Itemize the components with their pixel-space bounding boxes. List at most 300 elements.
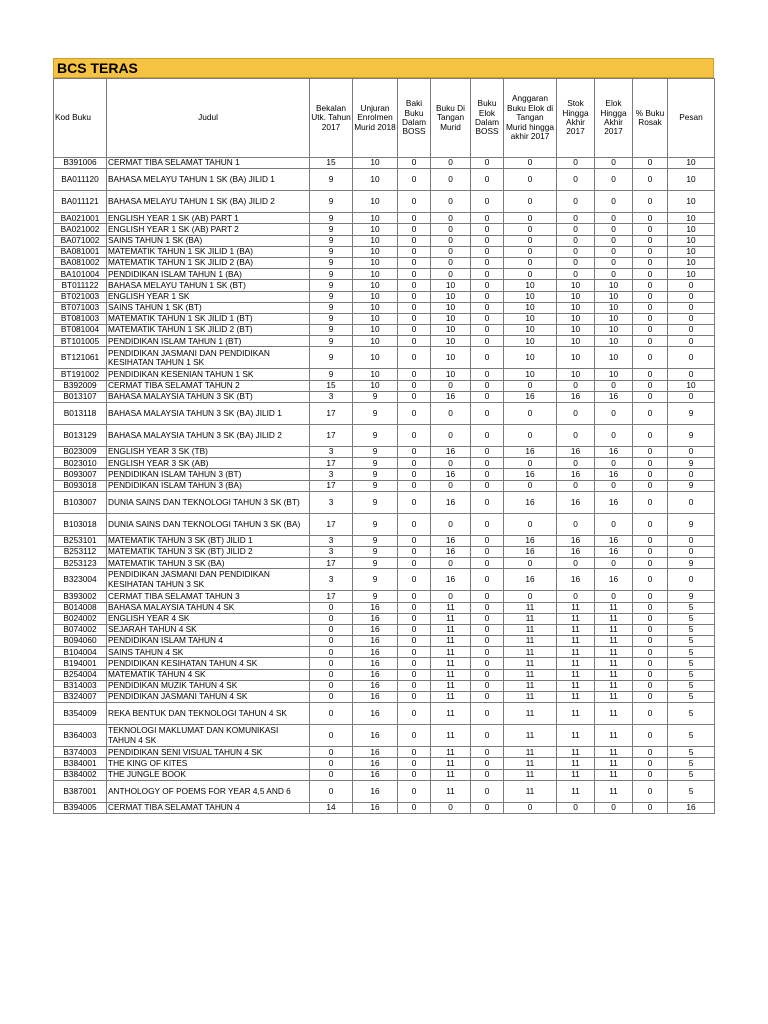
header-judul: Judul	[107, 79, 310, 158]
cell-baki: 0	[398, 302, 431, 313]
cell-anggaran: 0	[504, 224, 557, 235]
cell-elok: 10	[595, 291, 633, 302]
cell-rosak: 0	[633, 425, 668, 447]
cell-baki: 0	[398, 224, 431, 235]
cell-rosak: 0	[633, 591, 668, 602]
cell-pesan: 10	[668, 257, 715, 268]
cell-unjuran: 16	[353, 802, 398, 813]
cell-unjuran: 10	[353, 257, 398, 268]
cell-bekalan: 0	[310, 613, 353, 624]
cell-unjuran: 16	[353, 647, 398, 658]
cell-rosak: 0	[633, 269, 668, 280]
cell-elok-boss: 0	[471, 591, 504, 602]
cell-unjuran: 16	[353, 758, 398, 769]
cell-elok: 11	[595, 613, 633, 624]
cell-bekalan: 3	[310, 569, 353, 591]
cell-bekalan: 9	[310, 257, 353, 268]
cell-rosak: 0	[633, 235, 668, 246]
cell-judul: CERMAT TIBA SELAMAT TAHUN 1	[107, 158, 310, 169]
cell-di-tangan: 10	[431, 347, 471, 369]
cell-elok: 11	[595, 647, 633, 658]
table-row	[54, 769, 715, 780]
table-row	[54, 725, 715, 747]
cell-bekalan: 0	[310, 680, 353, 691]
cell-rosak: 0	[633, 224, 668, 235]
cell-anggaran: 0	[504, 246, 557, 257]
cell-di-tangan: 10	[431, 302, 471, 313]
cell-rosak: 0	[633, 302, 668, 313]
cell-rosak: 0	[633, 546, 668, 557]
cell-kod-buku: BA071002	[54, 235, 107, 246]
cell-elok-boss: 0	[471, 347, 504, 369]
cell-elok: 11	[595, 703, 633, 725]
cell-elok: 16	[595, 391, 633, 402]
cell-baki: 0	[398, 425, 431, 447]
cell-elok-boss: 0	[471, 680, 504, 691]
cell-elok-boss: 0	[471, 325, 504, 336]
cell-anggaran: 0	[504, 591, 557, 602]
cell-baki: 0	[398, 636, 431, 647]
cell-rosak: 0	[633, 480, 668, 491]
cell-rosak: 0	[633, 246, 668, 257]
table-row	[54, 169, 715, 191]
cell-elok-boss: 0	[471, 291, 504, 302]
cell-kod-buku: B391006	[54, 158, 107, 169]
cell-judul: BAHASA MALAYSIA TAHUN 3 SK (BA) JILID 2	[107, 425, 310, 447]
cell-judul: PENDIDIKAN SENI VISUAL TAHUN 4 SK	[107, 747, 310, 758]
table-row	[54, 291, 715, 302]
cell-stok: 0	[557, 513, 595, 535]
cell-kod-buku: B253101	[54, 535, 107, 546]
header-baki: Baki Buku Dalam BOSS	[398, 79, 431, 158]
cell-unjuran: 16	[353, 725, 398, 747]
cell-baki: 0	[398, 280, 431, 291]
cell-baki: 0	[398, 591, 431, 602]
cell-baki: 0	[398, 669, 431, 680]
cell-rosak: 0	[633, 336, 668, 347]
cell-judul: ENGLISH YEAR 3 SK (TB)	[107, 447, 310, 458]
cell-bekalan: 17	[310, 513, 353, 535]
cell-rosak: 0	[633, 535, 668, 546]
cell-pesan: 0	[668, 291, 715, 302]
cell-elok: 0	[595, 235, 633, 246]
cell-bekalan: 9	[310, 169, 353, 191]
header-elok: Elok Hingga Akhir 2017	[595, 79, 633, 158]
cell-judul: PENDIDIKAN JASMANI TAHUN 4 SK	[107, 692, 310, 703]
cell-elok-boss: 0	[471, 380, 504, 391]
cell-bekalan: 0	[310, 658, 353, 669]
cell-pesan: 9	[668, 591, 715, 602]
cell-baki: 0	[398, 380, 431, 391]
cell-kod-buku: B093007	[54, 469, 107, 480]
cell-pesan: 5	[668, 725, 715, 747]
cell-pesan: 5	[668, 669, 715, 680]
cell-pesan: 9	[668, 558, 715, 569]
cell-di-tangan: 16	[431, 491, 471, 513]
cell-di-tangan: 10	[431, 336, 471, 347]
cell-rosak: 0	[633, 169, 668, 191]
cell-kod-buku: B374003	[54, 747, 107, 758]
cell-elok: 0	[595, 480, 633, 491]
cell-anggaran: 11	[504, 624, 557, 635]
cell-stok: 0	[557, 591, 595, 602]
cell-kod-buku: B074002	[54, 624, 107, 635]
cell-rosak: 0	[633, 769, 668, 780]
cell-pesan: 9	[668, 513, 715, 535]
cell-kod-buku: B103007	[54, 491, 107, 513]
cell-judul: PENDIDIKAN JASMANI DAN PENDIDIKAN KESIHATAN TAHUN 1 SK	[107, 347, 310, 369]
table-row	[54, 558, 715, 569]
cell-elok: 0	[595, 213, 633, 224]
cell-baki: 0	[398, 725, 431, 747]
cell-anggaran: 16	[504, 569, 557, 591]
table-row	[54, 246, 715, 257]
cell-bekalan: 3	[310, 447, 353, 458]
cell-judul: PENDIDIKAN JASMANI DAN PENDIDIKAN KESIHATAN TAHUN 3 SK	[107, 569, 310, 591]
cell-di-tangan: 11	[431, 769, 471, 780]
cell-stok: 10	[557, 325, 595, 336]
cell-di-tangan: 11	[431, 747, 471, 758]
cell-elok-boss: 0	[471, 613, 504, 624]
cell-anggaran: 0	[504, 191, 557, 213]
cell-kod-buku: BT071003	[54, 302, 107, 313]
cell-pesan: 0	[668, 325, 715, 336]
cell-di-tangan: 16	[431, 469, 471, 480]
cell-elok: 11	[595, 747, 633, 758]
cell-bekalan: 0	[310, 703, 353, 725]
cell-anggaran: 16	[504, 535, 557, 546]
cell-di-tangan: 11	[431, 725, 471, 747]
cell-elok-boss: 0	[471, 224, 504, 235]
cell-anggaran: 10	[504, 291, 557, 302]
table-row	[54, 747, 715, 758]
cell-kod-buku: BA011120	[54, 169, 107, 191]
table-row	[54, 703, 715, 725]
cell-elok: 11	[595, 636, 633, 647]
cell-baki: 0	[398, 802, 431, 813]
cell-elok-boss: 0	[471, 513, 504, 535]
cell-judul: ENGLISH YEAR 1 SK (AB) PART 1	[107, 213, 310, 224]
table-row	[54, 302, 715, 313]
cell-rosak: 0	[633, 403, 668, 425]
cell-anggaran: 10	[504, 280, 557, 291]
cell-elok-boss: 0	[471, 336, 504, 347]
cell-stok: 0	[557, 403, 595, 425]
table-row	[54, 758, 715, 769]
cell-rosak: 0	[633, 802, 668, 813]
cell-judul: BAHASA MALAYSIA TAHUN 4 SK	[107, 602, 310, 613]
cell-kod-buku: BA021001	[54, 213, 107, 224]
cell-unjuran: 16	[353, 658, 398, 669]
cell-unjuran: 9	[353, 458, 398, 469]
cell-bekalan: 17	[310, 480, 353, 491]
header-bekalan: Bekalan Utk. Tahun 2017	[310, 79, 353, 158]
cell-kod-buku: BT081003	[54, 313, 107, 324]
table-row	[54, 613, 715, 624]
cell-di-tangan: 16	[431, 546, 471, 557]
cell-kod-buku: B393002	[54, 591, 107, 602]
cell-stok: 0	[557, 246, 595, 257]
cell-pesan: 9	[668, 403, 715, 425]
cell-kod-buku: B103018	[54, 513, 107, 535]
cell-judul: THE KING OF KITES	[107, 758, 310, 769]
cell-elok: 10	[595, 369, 633, 380]
cell-unjuran: 10	[353, 246, 398, 257]
table-row	[54, 425, 715, 447]
cell-pesan: 10	[668, 213, 715, 224]
cell-elok: 11	[595, 769, 633, 780]
cell-elok: 10	[595, 325, 633, 336]
cell-elok-boss: 0	[471, 257, 504, 268]
cell-kod-buku: B354009	[54, 703, 107, 725]
cell-pesan: 5	[668, 692, 715, 703]
cell-stok: 11	[557, 758, 595, 769]
cell-baki: 0	[398, 235, 431, 246]
cell-di-tangan: 10	[431, 369, 471, 380]
cell-di-tangan: 11	[431, 624, 471, 635]
cell-baki: 0	[398, 336, 431, 347]
cell-unjuran: 16	[353, 624, 398, 635]
cell-kod-buku: B093018	[54, 480, 107, 491]
cell-stok: 10	[557, 347, 595, 369]
cell-unjuran: 9	[353, 491, 398, 513]
cell-elok: 0	[595, 425, 633, 447]
table-row	[54, 325, 715, 336]
table-row	[54, 591, 715, 602]
cell-unjuran: 16	[353, 769, 398, 780]
cell-kod-buku: BT121061	[54, 347, 107, 369]
cell-rosak: 0	[633, 325, 668, 336]
cell-rosak: 0	[633, 391, 668, 402]
cell-stok: 10	[557, 336, 595, 347]
cell-bekalan: 9	[310, 302, 353, 313]
cell-elok-boss: 0	[471, 624, 504, 635]
table-row	[54, 391, 715, 402]
table-row	[54, 191, 715, 213]
cell-rosak: 0	[633, 313, 668, 324]
cell-stok: 11	[557, 703, 595, 725]
cell-elok-boss: 0	[471, 636, 504, 647]
cell-anggaran: 11	[504, 725, 557, 747]
cell-kod-buku: B384002	[54, 769, 107, 780]
cell-judul: ENGLISH YEAR 4 SK	[107, 613, 310, 624]
cell-judul: REKA BENTUK DAN TEKNOLOGI TAHUN 4 SK	[107, 703, 310, 725]
cell-anggaran: 10	[504, 369, 557, 380]
table-row	[54, 235, 715, 246]
cell-anggaran: 10	[504, 325, 557, 336]
cell-anggaran: 11	[504, 658, 557, 669]
cell-judul: DUNIA SAINS DAN TEKNOLOGI TAHUN 3 SK (BA)	[107, 513, 310, 535]
cell-stok: 16	[557, 535, 595, 546]
cell-elok-boss: 0	[471, 391, 504, 402]
cell-kod-buku: B194001	[54, 658, 107, 669]
cell-kod-buku: BT021003	[54, 291, 107, 302]
table-row	[54, 491, 715, 513]
cell-bekalan: 9	[310, 336, 353, 347]
cell-elok-boss: 0	[471, 158, 504, 169]
cell-kod-buku: B253123	[54, 558, 107, 569]
cell-judul: PENDIDIKAN ISLAM TAHUN 3 (BA)	[107, 480, 310, 491]
header-buku-elok-boss: Buku Elok Dalam BOSS	[471, 79, 504, 158]
cell-baki: 0	[398, 758, 431, 769]
cell-rosak: 0	[633, 703, 668, 725]
cell-bekalan: 9	[310, 280, 353, 291]
cell-anggaran: 16	[504, 391, 557, 402]
cell-di-tangan: 0	[431, 591, 471, 602]
cell-rosak: 0	[633, 758, 668, 769]
cell-bekalan: 0	[310, 769, 353, 780]
cell-unjuran: 10	[353, 313, 398, 324]
cell-baki: 0	[398, 558, 431, 569]
cell-stok: 0	[557, 224, 595, 235]
cell-stok: 16	[557, 569, 595, 591]
cell-elok-boss: 0	[471, 658, 504, 669]
cell-unjuran: 9	[353, 569, 398, 591]
cell-elok-boss: 0	[471, 769, 504, 780]
cell-bekalan: 3	[310, 546, 353, 557]
cell-anggaran: 0	[504, 480, 557, 491]
cell-pesan: 0	[668, 313, 715, 324]
cell-elok: 0	[595, 380, 633, 391]
cell-rosak: 0	[633, 780, 668, 802]
cell-judul: PENDIDIKAN MUZIK TAHUN 4 SK	[107, 680, 310, 691]
cell-stok: 11	[557, 692, 595, 703]
cell-stok: 0	[557, 802, 595, 813]
cell-elok-boss: 0	[471, 458, 504, 469]
cell-baki: 0	[398, 703, 431, 725]
cell-rosak: 0	[633, 469, 668, 480]
header-rosak: % Buku Rosak	[633, 79, 668, 158]
cell-elok: 0	[595, 591, 633, 602]
cell-pesan: 10	[668, 246, 715, 257]
cell-baki: 0	[398, 624, 431, 635]
cell-baki: 0	[398, 469, 431, 480]
cell-stok: 11	[557, 680, 595, 691]
header-pesan: Pesan	[668, 79, 715, 158]
cell-rosak: 0	[633, 291, 668, 302]
cell-pesan: 0	[668, 280, 715, 291]
cell-di-tangan: 0	[431, 169, 471, 191]
cell-elok-boss: 0	[471, 469, 504, 480]
cell-anggaran: 0	[504, 513, 557, 535]
cell-rosak: 0	[633, 558, 668, 569]
cell-baki: 0	[398, 158, 431, 169]
cell-stok: 11	[557, 602, 595, 613]
cell-anggaran: 0	[504, 380, 557, 391]
cell-stok: 0	[557, 191, 595, 213]
cell-pesan: 0	[668, 302, 715, 313]
cell-elok: 0	[595, 169, 633, 191]
cell-elok: 11	[595, 602, 633, 613]
cell-elok: 0	[595, 246, 633, 257]
cell-kod-buku: B023009	[54, 447, 107, 458]
cell-elok-boss: 0	[471, 725, 504, 747]
cell-kod-buku: B394005	[54, 802, 107, 813]
cell-bekalan: 15	[310, 380, 353, 391]
cell-anggaran: 11	[504, 613, 557, 624]
cell-pesan: 10	[668, 380, 715, 391]
cell-judul: MATEMATIK TAHUN 1 SK JILID 1 (BT)	[107, 313, 310, 324]
cell-di-tangan: 0	[431, 425, 471, 447]
cell-baki: 0	[398, 658, 431, 669]
cell-anggaran: 0	[504, 802, 557, 813]
table-row	[54, 158, 715, 169]
cell-stok: 0	[557, 169, 595, 191]
cell-stok: 10	[557, 369, 595, 380]
cell-elok-boss: 0	[471, 669, 504, 680]
cell-rosak: 0	[633, 380, 668, 391]
cell-rosak: 0	[633, 692, 668, 703]
cell-pesan: 0	[668, 535, 715, 546]
cell-bekalan: 9	[310, 191, 353, 213]
cell-pesan: 10	[668, 169, 715, 191]
cell-kod-buku: BA101004	[54, 269, 107, 280]
cell-judul: ENGLISH YEAR 1 SK	[107, 291, 310, 302]
cell-unjuran: 10	[353, 213, 398, 224]
table-row	[54, 569, 715, 591]
cell-baki: 0	[398, 535, 431, 546]
cell-elok-boss: 0	[471, 747, 504, 758]
cell-judul: PENDIDIKAN ISLAM TAHUN 1 (BA)	[107, 269, 310, 280]
cell-di-tangan: 0	[431, 403, 471, 425]
cell-stok: 0	[557, 558, 595, 569]
cell-unjuran: 16	[353, 602, 398, 613]
cell-di-tangan: 11	[431, 758, 471, 769]
cell-elok: 16	[595, 491, 633, 513]
table-row	[54, 802, 715, 813]
cell-rosak: 0	[633, 747, 668, 758]
cell-bekalan: 9	[310, 213, 353, 224]
cell-elok: 16	[595, 469, 633, 480]
cell-pesan: 0	[668, 336, 715, 347]
cell-bekalan: 9	[310, 313, 353, 324]
cell-di-tangan: 0	[431, 257, 471, 268]
cell-judul: ENGLISH YEAR 1 SK (AB) PART 2	[107, 224, 310, 235]
cell-bekalan: 3	[310, 535, 353, 546]
header-anggaran: Anggaran Buku Elok di Tangan Murid hingga akhir 2017	[504, 79, 557, 158]
cell-unjuran: 10	[353, 191, 398, 213]
cell-stok: 0	[557, 269, 595, 280]
cell-elok-boss: 0	[471, 647, 504, 658]
cell-judul: BAHASA MALAYSIA TAHUN 3 SK (BA) JILID 1	[107, 403, 310, 425]
cell-judul: PENDIDIKAN ISLAM TAHUN 1 (BT)	[107, 336, 310, 347]
cell-unjuran: 16	[353, 613, 398, 624]
table-row	[54, 347, 715, 369]
cell-bekalan: 9	[310, 235, 353, 246]
table-row	[54, 224, 715, 235]
cell-unjuran: 10	[353, 291, 398, 302]
cell-pesan: 5	[668, 636, 715, 647]
cell-stok: 11	[557, 624, 595, 635]
cell-rosak: 0	[633, 458, 668, 469]
cell-pesan: 0	[668, 447, 715, 458]
cell-bekalan: 15	[310, 158, 353, 169]
cell-unjuran: 9	[353, 403, 398, 425]
cell-di-tangan: 0	[431, 158, 471, 169]
cell-kod-buku: B023010	[54, 458, 107, 469]
cell-pesan: 5	[668, 703, 715, 725]
cell-elok: 11	[595, 624, 633, 635]
cell-anggaran: 10	[504, 347, 557, 369]
cell-bekalan: 9	[310, 347, 353, 369]
table-row	[54, 780, 715, 802]
cell-judul: THE JUNGLE BOOK	[107, 769, 310, 780]
cell-rosak: 0	[633, 725, 668, 747]
cell-bekalan: 0	[310, 669, 353, 680]
cell-kod-buku: B013129	[54, 425, 107, 447]
cell-elok: 0	[595, 224, 633, 235]
cell-rosak: 0	[633, 280, 668, 291]
